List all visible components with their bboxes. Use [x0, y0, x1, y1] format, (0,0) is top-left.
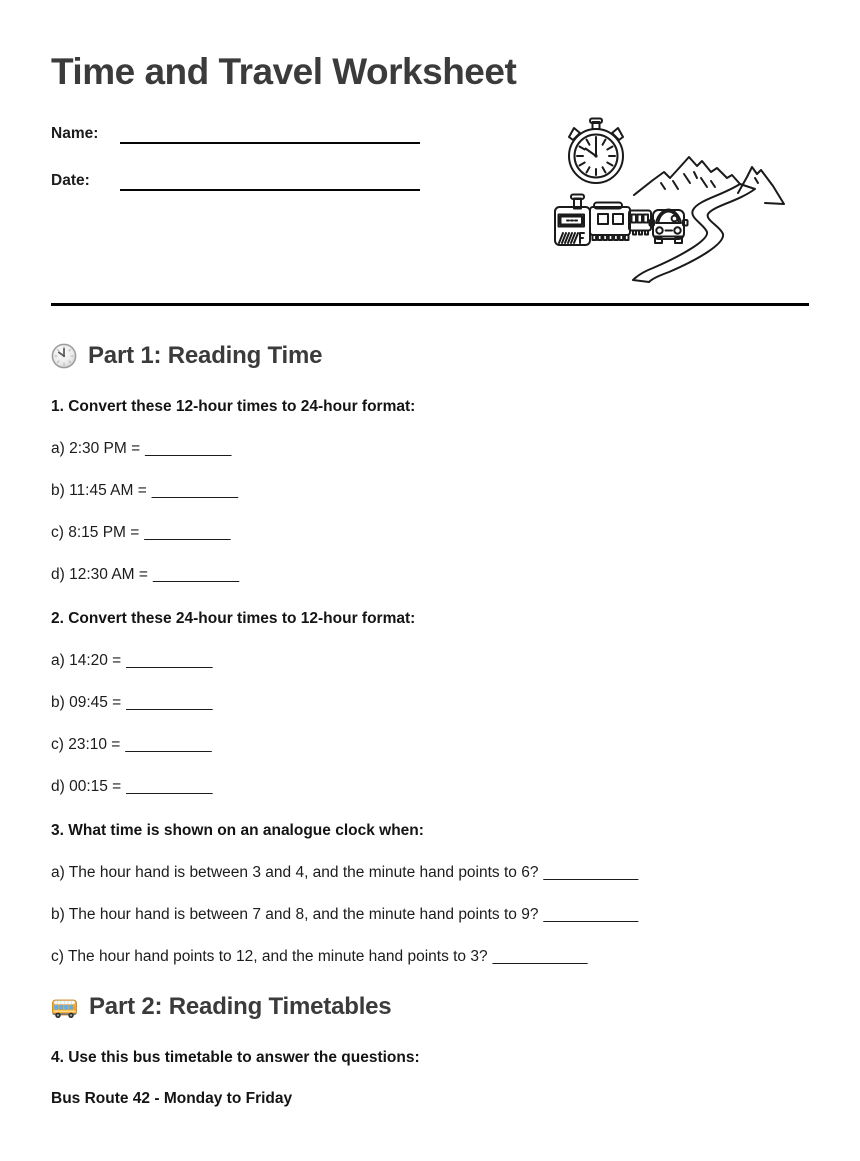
answer-blank: ___________ [543, 864, 639, 881]
item-label: d) 00:15 = [51, 778, 122, 795]
part2-heading [51, 993, 809, 1021]
question-3-prompt: 3. What time is shown on an analogue clock when: [51, 822, 424, 839]
answer-blank: ___________ [492, 948, 588, 965]
question-3c [51, 947, 809, 966]
item-label: c) 23:10 = [51, 736, 121, 753]
question-1a [51, 439, 809, 458]
answer-blank: ___________ [543, 906, 639, 923]
question-1d [51, 565, 809, 584]
item-label: b) 11:45 AM = [51, 482, 147, 499]
clock-icon [51, 343, 77, 369]
item-label: c) The hour hand points to 12, and the minute hand points to 3? [51, 948, 488, 965]
item-label: a) 14:20 = [51, 652, 122, 669]
answer-blank: __________ [126, 652, 213, 669]
name-label: Name: [51, 125, 99, 142]
timetable-title: Bus Route 42 - Monday to Friday [51, 1090, 293, 1107]
question-3a [51, 863, 809, 882]
question-1-prompt: 1. Convert these 12-hour times to 24-hour format: [51, 398, 416, 415]
item-label: a) The hour hand is between 3 and 4, and the minute hand points to 6? [51, 864, 539, 881]
answer-blank: __________ [151, 482, 239, 499]
name-write-line [120, 122, 420, 144]
question-2b [51, 693, 809, 712]
item-label: b) The hour hand is between 7 and 8, and the minute hand points to 9? [51, 906, 539, 923]
item-label: a) 2:30 PM = [51, 440, 141, 457]
answer-blank: __________ [126, 778, 213, 795]
question-2c [51, 735, 809, 754]
answer-blank: __________ [145, 440, 232, 457]
question-2a [51, 651, 809, 670]
part1-heading-label: Part 1: Reading Time [88, 342, 323, 369]
part2-heading-label: Part 2: Reading Timetables [89, 993, 392, 1020]
question-4-prompt: 4. Use this bus timetable to answer the questions: [51, 1049, 420, 1066]
answer-blank: __________ [125, 736, 212, 753]
page-title: Time and Travel Worksheet [51, 51, 517, 92]
item-label: c) 8:15 PM = [51, 524, 140, 541]
answer-blank: __________ [144, 524, 231, 541]
question-1c [51, 523, 809, 542]
answer-blank: __________ [126, 694, 213, 711]
date-write-line [120, 169, 420, 191]
question-3b [51, 905, 809, 924]
question-2d [51, 777, 809, 796]
answer-blank: __________ [152, 566, 240, 583]
bus-icon [51, 994, 78, 1021]
section-divider [51, 303, 809, 306]
travel-illustration [541, 110, 811, 290]
item-label: b) 09:45 = [51, 694, 122, 711]
question-1b [51, 481, 809, 500]
part1-heading [51, 342, 809, 370]
question-2-prompt: 2. Convert these 24-hour times to 12-hour format: [51, 610, 416, 627]
item-label: d) 12:30 AM = [51, 566, 148, 583]
date-label: Date: [51, 172, 90, 189]
